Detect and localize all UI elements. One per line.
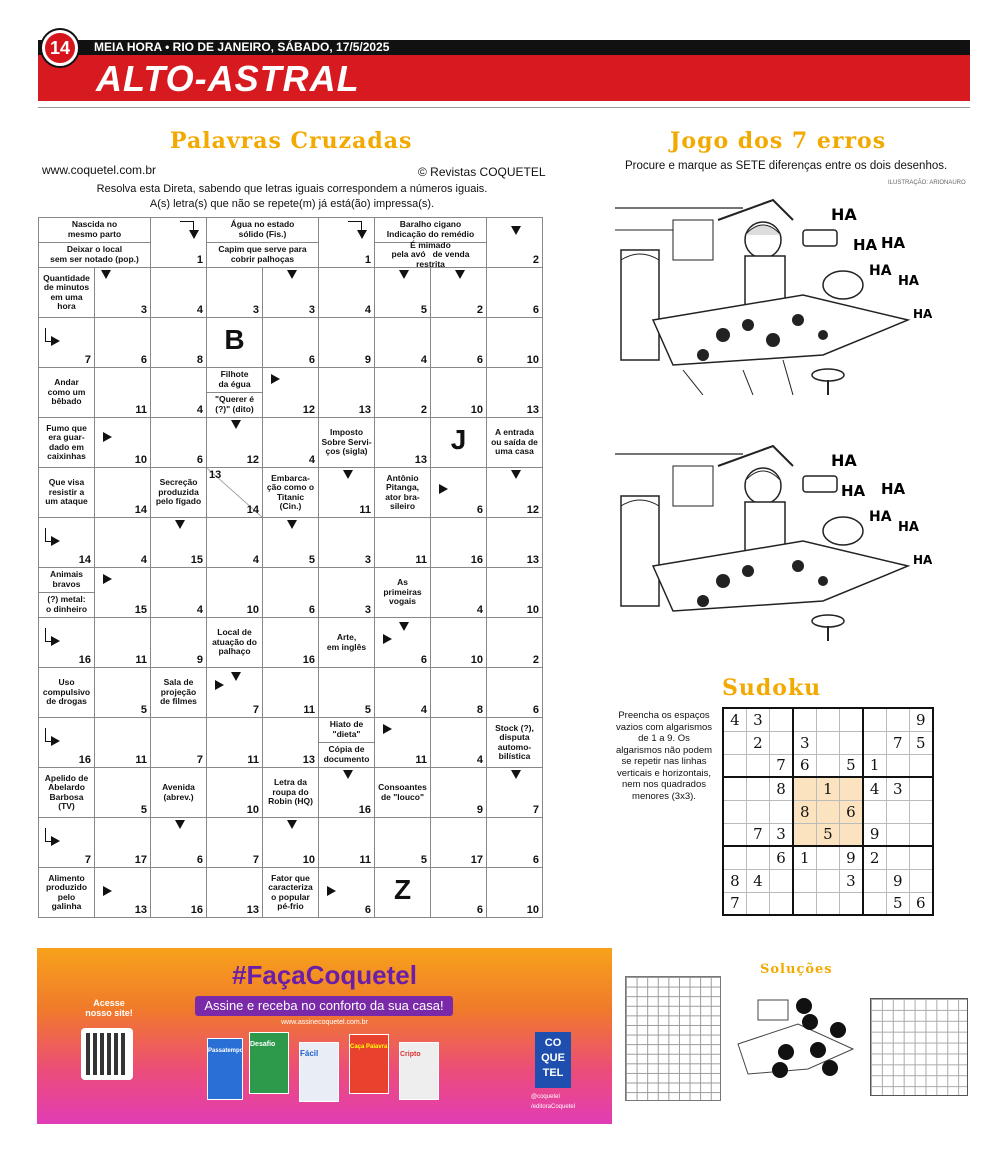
sudoku-cell[interactable]	[886, 823, 909, 846]
grid-cell[interactable]: 3	[319, 518, 375, 568]
coquetel-ad[interactable]	[37, 948, 612, 1124]
sudoku-cell[interactable]: 1	[816, 777, 839, 800]
grid-cell[interactable]: 5	[95, 668, 151, 718]
crossword-title: Palavras Cruzadas	[170, 128, 413, 154]
errors-drawing-bottom	[613, 436, 943, 641]
sudoku-cell[interactable]	[793, 869, 816, 892]
sudoku-cell[interactable]	[746, 754, 769, 777]
dateline: • RIO DE JANEIRO, SÁBADO, 17/5/2025	[165, 40, 390, 54]
grid-cell[interactable]: 4	[151, 268, 207, 318]
magazine-cover: Caça Palavra	[349, 1034, 389, 1094]
grid-cell[interactable]: 6	[263, 568, 319, 618]
grid-cell[interactable]: 10	[207, 568, 263, 618]
laugh-text: HA	[831, 205, 857, 224]
grid-cell[interactable]: 6	[95, 318, 151, 368]
grid-cell[interactable]: 4	[431, 568, 487, 618]
clue-cell: Filhote da égua "Querer é (?)" (dito)	[207, 368, 263, 418]
sudoku-cell[interactable]	[909, 754, 932, 777]
sudoku-cell[interactable]: 2	[746, 731, 769, 754]
grid-cell[interactable]: 16	[319, 768, 375, 818]
sudoku-cell[interactable]: 8	[793, 800, 816, 823]
sudoku-cell[interactable]	[723, 823, 746, 846]
grid-cell[interactable]: 11	[375, 718, 431, 768]
sudoku-cell[interactable]	[723, 800, 746, 823]
grid-cell[interactable]: 6	[487, 668, 543, 718]
crossword-grid	[38, 217, 543, 918]
sudoku-cell[interactable]: 6	[793, 754, 816, 777]
grid-cell[interactable]: 4	[319, 268, 375, 318]
sudoku-cell[interactable]	[839, 708, 862, 731]
masthead-bar	[38, 40, 970, 55]
grid-cell[interactable]: 4	[375, 318, 431, 368]
grid-cell[interactable]: 16	[39, 618, 95, 668]
grid-cell[interactable]: 13	[487, 368, 543, 418]
grid-cell[interactable]: 2	[487, 618, 543, 668]
sudoku-cell[interactable]	[909, 869, 932, 892]
coquetel-logo: CO QUE TEL	[535, 1032, 571, 1088]
sudoku-cell[interactable]	[723, 846, 746, 869]
sudoku-cell[interactable]	[863, 869, 886, 892]
clue-cell: Imposto Sobre Servi- ços (sigla)	[319, 418, 375, 468]
grid-cell[interactable]: 11	[207, 718, 263, 768]
section-banner	[38, 55, 970, 101]
grid-cell[interactable]: J	[431, 418, 487, 468]
sudoku-cell[interactable]	[909, 846, 932, 869]
sudoku-cell[interactable]	[816, 731, 839, 754]
ad-hashtag: #FaçaCoquetel	[232, 960, 417, 990]
sudoku-cell[interactable]: 3	[793, 731, 816, 754]
grid-cell[interactable]: 11	[95, 368, 151, 418]
grid-cell[interactable]: 14	[39, 518, 95, 568]
grid-cell[interactable]: 13	[207, 868, 263, 918]
clue-cell: Quantidade de minutos em uma hora	[39, 268, 95, 318]
grid-cell[interactable]: 3	[207, 268, 263, 318]
errors-instructions: Procure e marque as SETE diferenças entre os dois desenhos.	[625, 160, 948, 172]
sudoku-cell[interactable]: 3	[770, 823, 793, 846]
sudoku-cell[interactable]	[770, 892, 793, 915]
sudoku-cell[interactable]	[793, 823, 816, 846]
grid-cell[interactable]: 7	[207, 818, 263, 868]
grid-cell[interactable]: 14	[95, 468, 151, 518]
grid-cell[interactable]: 6	[319, 868, 375, 918]
grid-cell[interactable]: 10	[207, 768, 263, 818]
grid-cell[interactable]: 6	[431, 318, 487, 368]
sudoku-cell[interactable]	[863, 731, 886, 754]
sudoku-cell[interactable]	[723, 777, 746, 800]
laugh-text: HA	[831, 451, 857, 470]
grid-cell[interactable]: 16	[39, 718, 95, 768]
grid-cell[interactable]: 2	[431, 268, 487, 318]
sudoku-cell[interactable]	[816, 846, 839, 869]
grid-cell[interactable]: 6	[431, 868, 487, 918]
grid-cell[interactable]: 12	[487, 468, 543, 518]
sudoku-cell[interactable]: 5	[816, 823, 839, 846]
grid-cell[interactable]: 5	[375, 818, 431, 868]
clue-cell: Apelido de Abelardo Barbosa (TV)	[39, 768, 95, 818]
grid-cell[interactable]: 6	[487, 818, 543, 868]
sudoku-cell[interactable]	[793, 777, 816, 800]
sudoku-cell[interactable]: 7	[746, 823, 769, 846]
magazine-covers	[207, 1036, 437, 1106]
sudoku-cell[interactable]: 9	[839, 846, 862, 869]
grid-cell[interactable]: 17	[95, 818, 151, 868]
grid-cell[interactable]: 5	[319, 668, 375, 718]
grid-cell[interactable]: 10	[487, 318, 543, 368]
sudoku-cell[interactable]: 8	[723, 869, 746, 892]
grid-cell[interactable]: 11	[95, 718, 151, 768]
sudoku-cell[interactable]	[746, 800, 769, 823]
clue-cell: Fator que caracteriza o popular pé-frio	[263, 868, 319, 918]
grid-cell[interactable]: 6	[151, 418, 207, 468]
grid-cell[interactable]: 6	[151, 818, 207, 868]
crossword-solution	[625, 976, 721, 1101]
grid-cell[interactable]: 4	[375, 668, 431, 718]
clue-cell: Antônio Pitanga, ator bra- sileiro	[375, 468, 431, 518]
qr-code-icon[interactable]	[81, 1028, 133, 1080]
section-title: ALTO-ASTRAL	[96, 58, 360, 99]
sudoku-cell[interactable]: 2	[863, 846, 886, 869]
grid-cell[interactable]: 17	[431, 818, 487, 868]
grid-cell[interactable]: 15	[95, 568, 151, 618]
clue-cell: Local de atuação do palhaço	[207, 618, 263, 668]
grid-cell[interactable]: 15	[151, 518, 207, 568]
errors-drawing-top	[613, 190, 943, 395]
grid-cell[interactable]: 9	[151, 618, 207, 668]
grid-cell[interactable]: 10	[263, 818, 319, 868]
grid-cell[interactable]: 13	[319, 368, 375, 418]
sudoku-cell[interactable]	[886, 708, 909, 731]
grid-cell[interactable]: 16	[151, 868, 207, 918]
grid-cell[interactable]: 5	[263, 518, 319, 568]
sudoku-instructions: Preencha os espaços vazios com algarismos de 1 a 9. Os algarismos não podem se repetir nas linhas verticais e horizontais, nem nos quadrados menores (3x3).	[615, 710, 713, 802]
grid-cell[interactable]: 9	[319, 318, 375, 368]
grid-cell[interactable]: B	[207, 318, 263, 368]
laugh-text: HA	[881, 480, 906, 498]
grid-cell[interactable]: 13	[263, 718, 319, 768]
ad-social-1[interactable]: @coquetel	[531, 1094, 560, 1100]
sudoku-cell[interactable]: 9	[886, 869, 909, 892]
sudoku-cell[interactable]: 5	[839, 754, 862, 777]
grid-cell[interactable]: 1	[151, 218, 207, 268]
grid-cell[interactable]: 7	[207, 668, 263, 718]
grid-cell[interactable]: 11	[263, 668, 319, 718]
grid-cell[interactable]: 4	[95, 518, 151, 568]
sudoku-cell[interactable]: 3	[839, 869, 862, 892]
grid-cell[interactable]: 5	[375, 268, 431, 318]
grid-cell[interactable]: 2	[487, 218, 543, 268]
clue-cell: A entrada ou saída de uma casa	[487, 418, 543, 468]
grid-cell[interactable]: 11	[95, 618, 151, 668]
grid-cell[interactable]: 13	[95, 868, 151, 918]
sudoku-cell[interactable]	[863, 892, 886, 915]
ad-visit-text: Acesse nosso site!	[85, 998, 133, 1018]
sudoku-cell[interactable]	[746, 777, 769, 800]
sudoku-cell[interactable]	[816, 869, 839, 892]
sudoku-cell[interactable]: 4	[863, 777, 886, 800]
clue-cell: Stock (?), disputa automo- bilística	[487, 718, 543, 768]
grid-cell[interactable]: 8	[431, 668, 487, 718]
sudoku-cell[interactable]	[793, 892, 816, 915]
sudoku-cell[interactable]	[723, 731, 746, 754]
sudoku-cell[interactable]: 6	[909, 892, 932, 915]
grid-cell[interactable]: 7	[39, 818, 95, 868]
grid-cell[interactable]: 7	[39, 318, 95, 368]
clue-cell: Uso compulsivo de drogas	[39, 668, 95, 718]
clue-cell: Andar como um bêbado	[39, 368, 95, 418]
grid-cell[interactable]: 10	[431, 368, 487, 418]
sudoku-cell[interactable]	[793, 708, 816, 731]
sudoku-title: Sudoku	[722, 675, 822, 701]
sudoku-cell[interactable]	[746, 892, 769, 915]
sudoku-cell[interactable]	[816, 800, 839, 823]
grid-cell[interactable]: 6	[263, 318, 319, 368]
clue-cell: As primeiras vogais	[375, 568, 431, 618]
clue-cell: Fumo que era guar- dado em caixinhas	[39, 418, 95, 468]
sudoku-cell[interactable]	[909, 800, 932, 823]
masthead: MEIA HORA	[94, 40, 162, 54]
sudoku-cell[interactable]: 3	[746, 708, 769, 731]
laugh-text: HA	[913, 307, 933, 321]
ad-social-2[interactable]: /editoraCoquetel	[531, 1104, 576, 1110]
sudoku-cell[interactable]: 7	[723, 892, 746, 915]
clue-cell: Letra da roupa do Robin (HQ)	[263, 768, 319, 818]
clue-cell: Secreção produzida pelo fígado	[151, 468, 207, 518]
sudoku-cell[interactable]: 9	[863, 823, 886, 846]
sudoku-cell[interactable]: 7	[886, 731, 909, 754]
grid-cell[interactable]: 13 14	[207, 468, 263, 518]
grid-cell[interactable]: 3	[263, 268, 319, 318]
grid-cell[interactable]: 7	[151, 718, 207, 768]
sudoku-cell[interactable]: 3	[886, 777, 909, 800]
clue-cell: Arte, em inglês	[319, 618, 375, 668]
sudoku-cell[interactable]	[723, 754, 746, 777]
ad-tagline: Assine e receba no conforto da sua casa!	[195, 996, 453, 1016]
sudoku-cell[interactable]: 5	[909, 731, 932, 754]
sudoku-cell[interactable]: 9	[909, 708, 932, 731]
sudoku-cell[interactable]	[909, 777, 932, 800]
crossword-site: www.coquetel.com.br	[42, 163, 157, 177]
laugh-text: HA	[853, 236, 878, 254]
clue-cell: Alimento produzido pelo galinha	[39, 868, 95, 918]
clue-cell: Que visa resistir a um ataque	[39, 468, 95, 518]
crossword-copyright: © Revistas COQUETEL	[418, 165, 546, 179]
sudoku-cell[interactable]	[863, 800, 886, 823]
sudoku-cell[interactable]: 1	[863, 754, 886, 777]
grid-cell[interactable]: 10	[487, 568, 543, 618]
sudoku-cell[interactable]: 6	[839, 800, 862, 823]
magazine-cover: Cripto	[399, 1042, 439, 1100]
grid-cell[interactable]: 13	[375, 418, 431, 468]
magazine-cover: Fácil	[299, 1042, 339, 1102]
sudoku-cell[interactable]	[839, 823, 862, 846]
errors-solution	[728, 994, 862, 1084]
crossword-instructions-2: A(s) letra(s) que não se repete(m) já está(ão) impressa(s).	[149, 198, 435, 210]
sudoku-cell[interactable]: 4	[746, 869, 769, 892]
solutions-title: Soluções	[760, 962, 833, 977]
clue-cell: Consoantes de "louco"	[375, 768, 431, 818]
sudoku-cell[interactable]: 1	[793, 846, 816, 869]
crossword-instructions-1: Resolva esta Direta, sabendo que letras iguais correspondem a números iguais.	[96, 183, 488, 195]
header-divider	[38, 107, 970, 108]
grid-cell[interactable]: 12	[263, 368, 319, 418]
grid-cell[interactable]: 11	[319, 468, 375, 518]
clue-cell: Avenida (abrev.)	[151, 768, 207, 818]
grid-cell[interactable]: 4	[151, 368, 207, 418]
grid-cell[interactable]: 4	[151, 568, 207, 618]
laugh-text: HA	[869, 509, 892, 525]
sudoku-cell[interactable]	[839, 777, 862, 800]
sudoku-cell[interactable]	[816, 754, 839, 777]
sudoku-cell[interactable]	[886, 754, 909, 777]
grid-cell[interactable]: 6	[375, 618, 431, 668]
laugh-text: HA	[869, 263, 892, 279]
ad-url[interactable]: www.assinecoquetel.com.br	[281, 1019, 368, 1026]
grid-cell[interactable]: 4	[263, 418, 319, 468]
sudoku-cell[interactable]: 4	[723, 708, 746, 731]
grid-cell[interactable]: 13	[487, 518, 543, 568]
sudoku-grid	[722, 707, 934, 916]
sudoku-cell[interactable]: 8	[770, 777, 793, 800]
grid-cell[interactable]: 4	[431, 718, 487, 768]
sudoku-cell[interactable]	[886, 800, 909, 823]
clue-cell: Nascida no mesmo parto Deixar o local sem ser notado (pop.)	[39, 218, 151, 268]
laugh-text: HA	[881, 234, 906, 252]
sudoku-cell[interactable]	[746, 846, 769, 869]
sudoku-cell[interactable]	[863, 708, 886, 731]
laugh-text: HA	[913, 553, 933, 567]
page-number: 14	[42, 30, 78, 66]
grid-cell[interactable]: 11	[319, 818, 375, 868]
clue-cell: Embarca- ção como o Titanic (Cin.)	[263, 468, 319, 518]
grid-cell[interactable]: 6	[487, 268, 543, 318]
grid-cell[interactable]: 10	[487, 868, 543, 918]
grid-cell[interactable]: 8	[151, 318, 207, 368]
sudoku-cell[interactable]: 6	[770, 846, 793, 869]
illustration-credit: ILUSTRAÇÃO: ARIONAURO	[888, 180, 966, 186]
grid-cell[interactable]: 6	[431, 468, 487, 518]
magazine-cover: Desafio	[249, 1032, 289, 1094]
sudoku-cell[interactable]	[770, 869, 793, 892]
sudoku-cell[interactable]	[909, 823, 932, 846]
grid-cell[interactable]: 4	[207, 518, 263, 568]
clue-cell: Animais bravos (?) metal: o dinheiro	[39, 568, 95, 618]
grid-cell[interactable]: Z	[375, 868, 431, 918]
grid-cell[interactable]: 10	[431, 618, 487, 668]
grid-cell[interactable]: 16	[263, 618, 319, 668]
clue-cell: Baralho cigano Indicação do remédio É mimado pela avó de venda restrita	[375, 218, 487, 268]
grid-cell[interactable]: 1	[319, 218, 375, 268]
sudoku-cell[interactable]: 7	[770, 754, 793, 777]
grid-cell[interactable]: 7	[487, 768, 543, 818]
sudoku-cell[interactable]	[816, 708, 839, 731]
grid-cell[interactable]: 16	[431, 518, 487, 568]
sudoku-cell[interactable]: 5	[886, 892, 909, 915]
sudoku-cell[interactable]	[816, 892, 839, 915]
grid-cell[interactable]: 12	[207, 418, 263, 468]
grid-cell[interactable]: 2	[375, 368, 431, 418]
sudoku-cell[interactable]	[886, 846, 909, 869]
errors-title: Jogo dos 7 erros	[670, 128, 887, 154]
sudoku-cell[interactable]	[770, 731, 793, 754]
grid-cell[interactable]: 3	[319, 568, 375, 618]
sudoku-solution	[870, 998, 968, 1096]
grid-cell[interactable]: 11	[375, 518, 431, 568]
clue-cell: Sala de projeção de filmes	[151, 668, 207, 718]
sudoku-cell[interactable]	[839, 731, 862, 754]
magazine-cover: Passatempo	[207, 1038, 243, 1100]
laugh-text: HA	[898, 274, 919, 289]
grid-cell[interactable]: 5	[95, 768, 151, 818]
sudoku-cell[interactable]	[770, 800, 793, 823]
grid-cell[interactable]: 3	[95, 268, 151, 318]
clue-cell: Hiato de "dieta" Cópia de documento	[319, 718, 375, 768]
sudoku-cell[interactable]	[839, 892, 862, 915]
laugh-text: HA	[841, 482, 866, 500]
laugh-text: HA	[898, 520, 919, 535]
clue-cell: Água no estado sólido (Fis.) Capim que serve para cobrir palhoças	[207, 218, 319, 268]
sudoku-cell[interactable]	[770, 708, 793, 731]
grid-cell[interactable]: 10	[95, 418, 151, 468]
grid-cell[interactable]: 9	[431, 768, 487, 818]
